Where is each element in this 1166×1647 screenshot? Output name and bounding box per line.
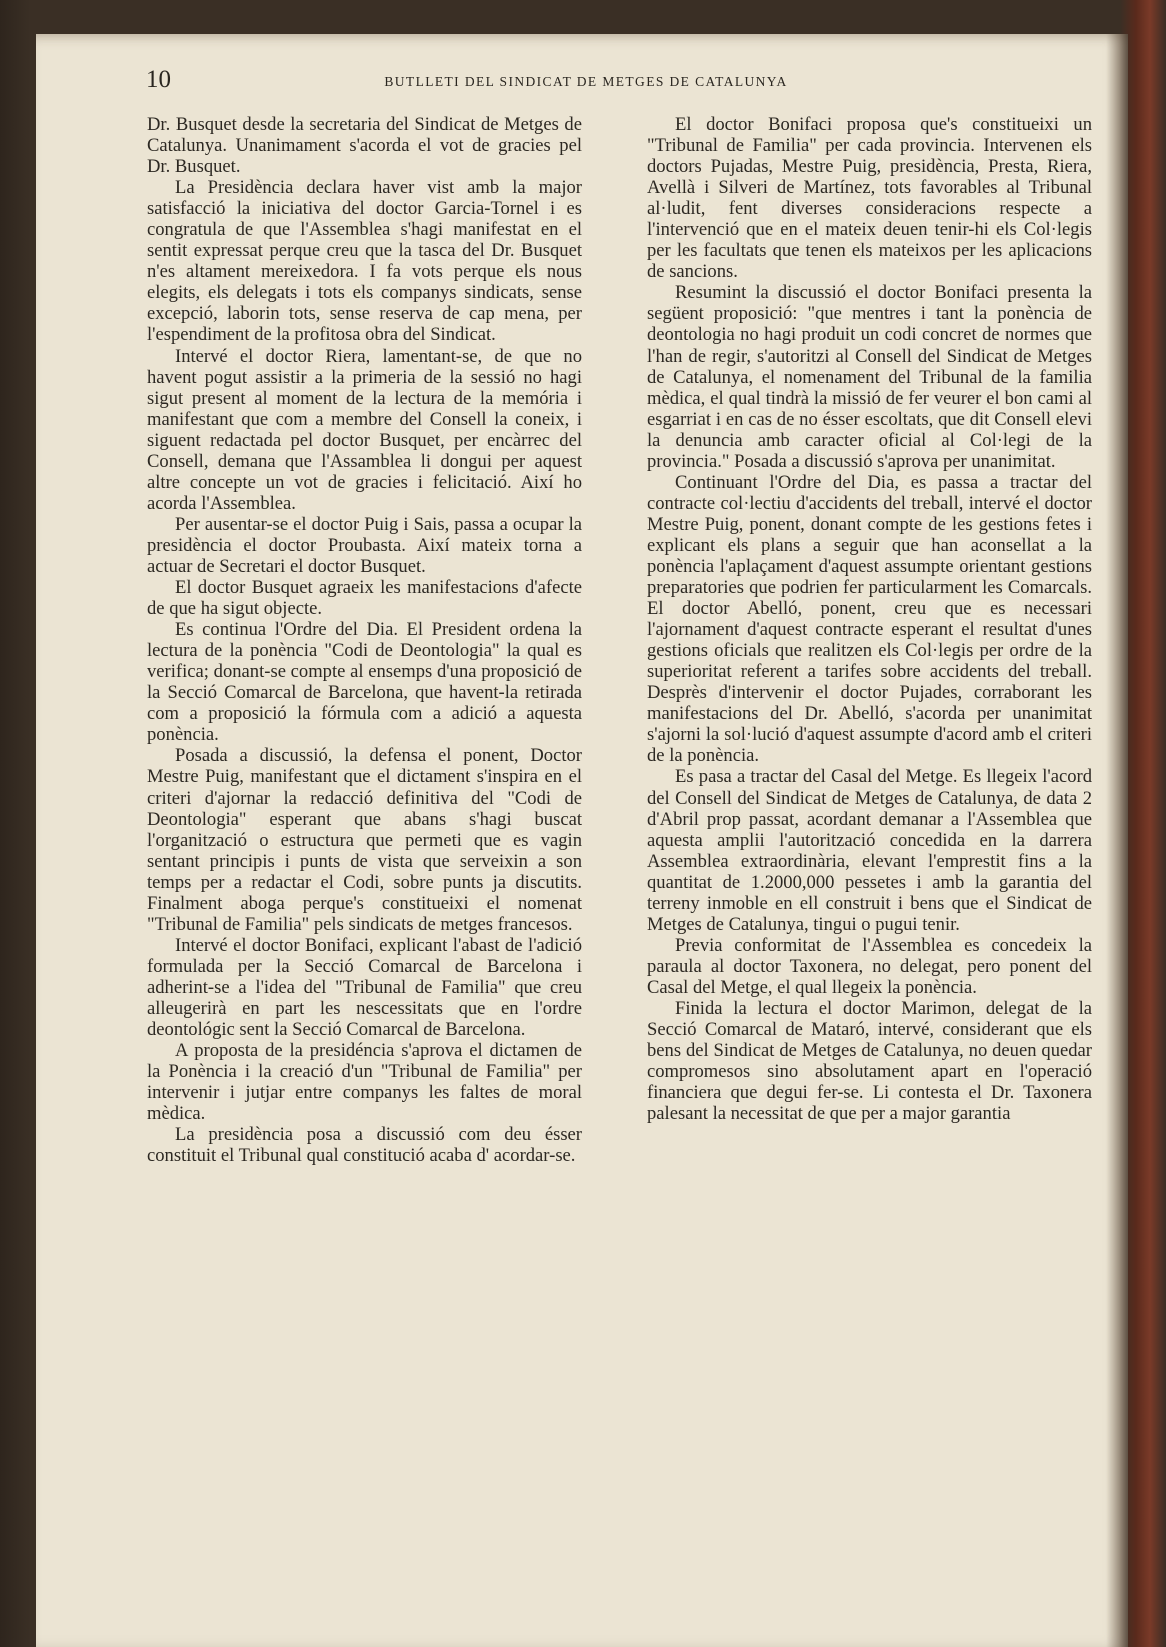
paragraph: Intervé el doctor Bonifaci, explicant l'abast de l'adició formulada per la Secció Comarcal de Barcelona i adherint-se a l'idea del "Tribunal de Familia" que creu alleugerirà en part les nescessitats que en l'ordre deontológic sent la Secció Comarcal de Barcelona. [147,934,582,1041]
paragraph: Previa conformitat de l'Assemblea es concedeix la paraula al doctor Taxonera, no delegat, pero ponent del Casal del Metge, el qual llegeix la ponència. [647,934,1092,998]
paragraph: La presidència posa a discussió com deu ésser constituit el Tribunal qual constitució acaba d' acordar-se. [147,1124,582,1167]
running-title: BUTLLETI DEL SINDICAT DE METGES DE CATALUNYA [384,74,788,89]
paragraph: Posada a discussió, la defensa el ponent, Doctor Mestre Puig, manifestant que el dictament s'inspira en el criteri d'ajornar la redacció definitiva del "Codi de Deontologia" esperant que abans s'hagi buscat l'organització o estructura que permeti que es vagin sentant principis i punts de vista que serveixin a son temps per a redactar el Codi, sobre punts ja discutits. Finalment aboga perque's constitueixi el nomenat "Tribunal de Familia" pels sindicats de metges francesos. [147,745,582,935]
paragraph: Finida la lectura el doctor Marimon, delegat de la Secció Comarcal de Mataró, intervé, considerant que els bens del Sindicat de Metges de Catalunya, no deuen quedar compromesos sino absolutament apart en l'operació financiera que degui fer-se. Li contesta el Dr. Taxonera palesant la necessitat de que per a major garantia [647,997,1092,1125]
paragraph: Resumint la discussió el doctor Bonifaci presenta la següent proposició: "que mentres i tant la ponència de deontologia no hagi produit un codi concret de normes que l'han de regir, s'autoritzi al Consell del Sindicat de Metges de Catalunya, el nomenament del Tribunal de la familia mèdica, el qual tindrà la missió de fer veurer el bon cami al esgarriat i en cas de no ésser escoltats, que dit Consell elevi la denuncia amb caracter oficial al Col·legi de la provincia." Posada a discussió s'aprova per unanimitat. [647,282,1092,472]
paragraph: Continuant l'Ordre del Dia, es passa a tractar del contracte col·lectiu d'accidents del treball, intervé el doctor Mestre Puig, ponent, donant compte de les gestions fetes i explicant els plans a seguir que han aconsellat a la ponència l'aplaçament d'aquest assumpte orientant gestions preparatories que podrien fer particularment les Comarcals. El doctor Abelló, ponent, creu que es necessari l'ajornament d'aquest contracte esperant el resultat d'unes gestions oficials que realitzen els Col·legis per ordre de la superioritat referent a tarifes sobre accidents del treball. Desprès d'intervenir el doctor Pujades, corraborant les manifestacions del Dr. Abelló, s'acorda per unanimitat s'ajorni la sol·lució d'aquest assumpte d'acord amb el criteri de la ponència. [647,471,1092,767]
left-text-column [147,114,582,1166]
paragraph: A proposta de la presidéncia s'aprova el dictamen de la Ponència i la creació d'un "Tribunal de Familia" per intervenir i jutjar entre companys les faltes de moral mèdica. [147,1040,582,1125]
page-number: 10 [146,66,171,93]
paragraph: Per ausentar-se el doctor Puig i Sais, passa a ocupar la presidència el doctor Proubasta. Així mateix torna a actuar de Secretari el doctor Busquet. [147,513,582,577]
right-text-column [647,114,1092,1124]
paragraph: Intervé el doctor Riera, lamentant-se, de que no havent pogut assistir a la primeria de la sessió no hagi sigut present al moment de la lectura de la memória i manifestant que com a membre del Consell la coneix, i siguent redactada pel doctor Busquet, per encàrrec del Consell, demana que l'Assamblea li dongui per aquest altre concepte un vot de gracies i felicitació. Així ho acorda l'Assemblea. [147,345,582,514]
paragraph: Es continua l'Ordre del Dia. El President ordena la lectura de la ponència "Codi de Deontologia" la qual es verifica; donant-se compte al ensemps d'una proposició de la Secció Comarcal de Barcelona, que havent-la retirada com a proposició la fórmula com a adició a aquesta ponència. [147,619,582,746]
page-header [146,68,1026,98]
paragraph: El doctor Bonifaci proposa que's constitueixi un "Tribunal de Familia" per cada provincia. Intervenen els doctors Pujadas, Mestre Puig, presidència, Presta, Riera, Avellà i Silveri de Martínez, tots favorables al Tribunal al·ludit, fent diverses consideracions respecte a l'intervenció que en el mateix deuen tenir-hi els Col·legis per les facultats que tenen els mateixos per les aplicacions de sancions. [647,114,1092,283]
paragraph: Es pasa a tractar del Casal del Metge. Es llegeix l'acord del Consell del Sindicat de Metges de Catalunya, de data 2 d'Abril prop passat, acordant demanar a l'Assemblea que aquesta amplii l'autorització concedida en la darrera Assemblea extraordinària, elevant l'emprestit fins a la quantitat de 1.2000,000 pessetes i amb la garantia del terreny inmoble en ell construit i bens que el Sindicat de Metges de Catalunya, tingui o pugui tenir. [647,766,1092,935]
paragraph: La Presidència declara haver vist amb la major satisfacció la iniciativa del doctor Garcia-Tornel i es congratula de que l'Assemblea s'hagi manifestat en el sentit expressat perque creu que la tasca del Dr. Busquet n'es altament mereixedora. I fa vots perque els nous elegits, els delegats i tots els companys sindicats, sense excepció, laborin tots, sense reserva de cap mena, per l'espendiment de la profitosa obra del Sindicat. [147,177,582,346]
paragraph: Dr. Busquet desde la secretaria del Sindicat de Metges de Catalunya. Unanimament s'acorda el vot de gracies pel Dr. Busquet. [147,114,582,178]
page-binding-shadow [1106,34,1128,1647]
paragraph: El doctor Busquet agraeix les manifestacions d'afecte de que ha sigut objecte. [147,577,582,620]
